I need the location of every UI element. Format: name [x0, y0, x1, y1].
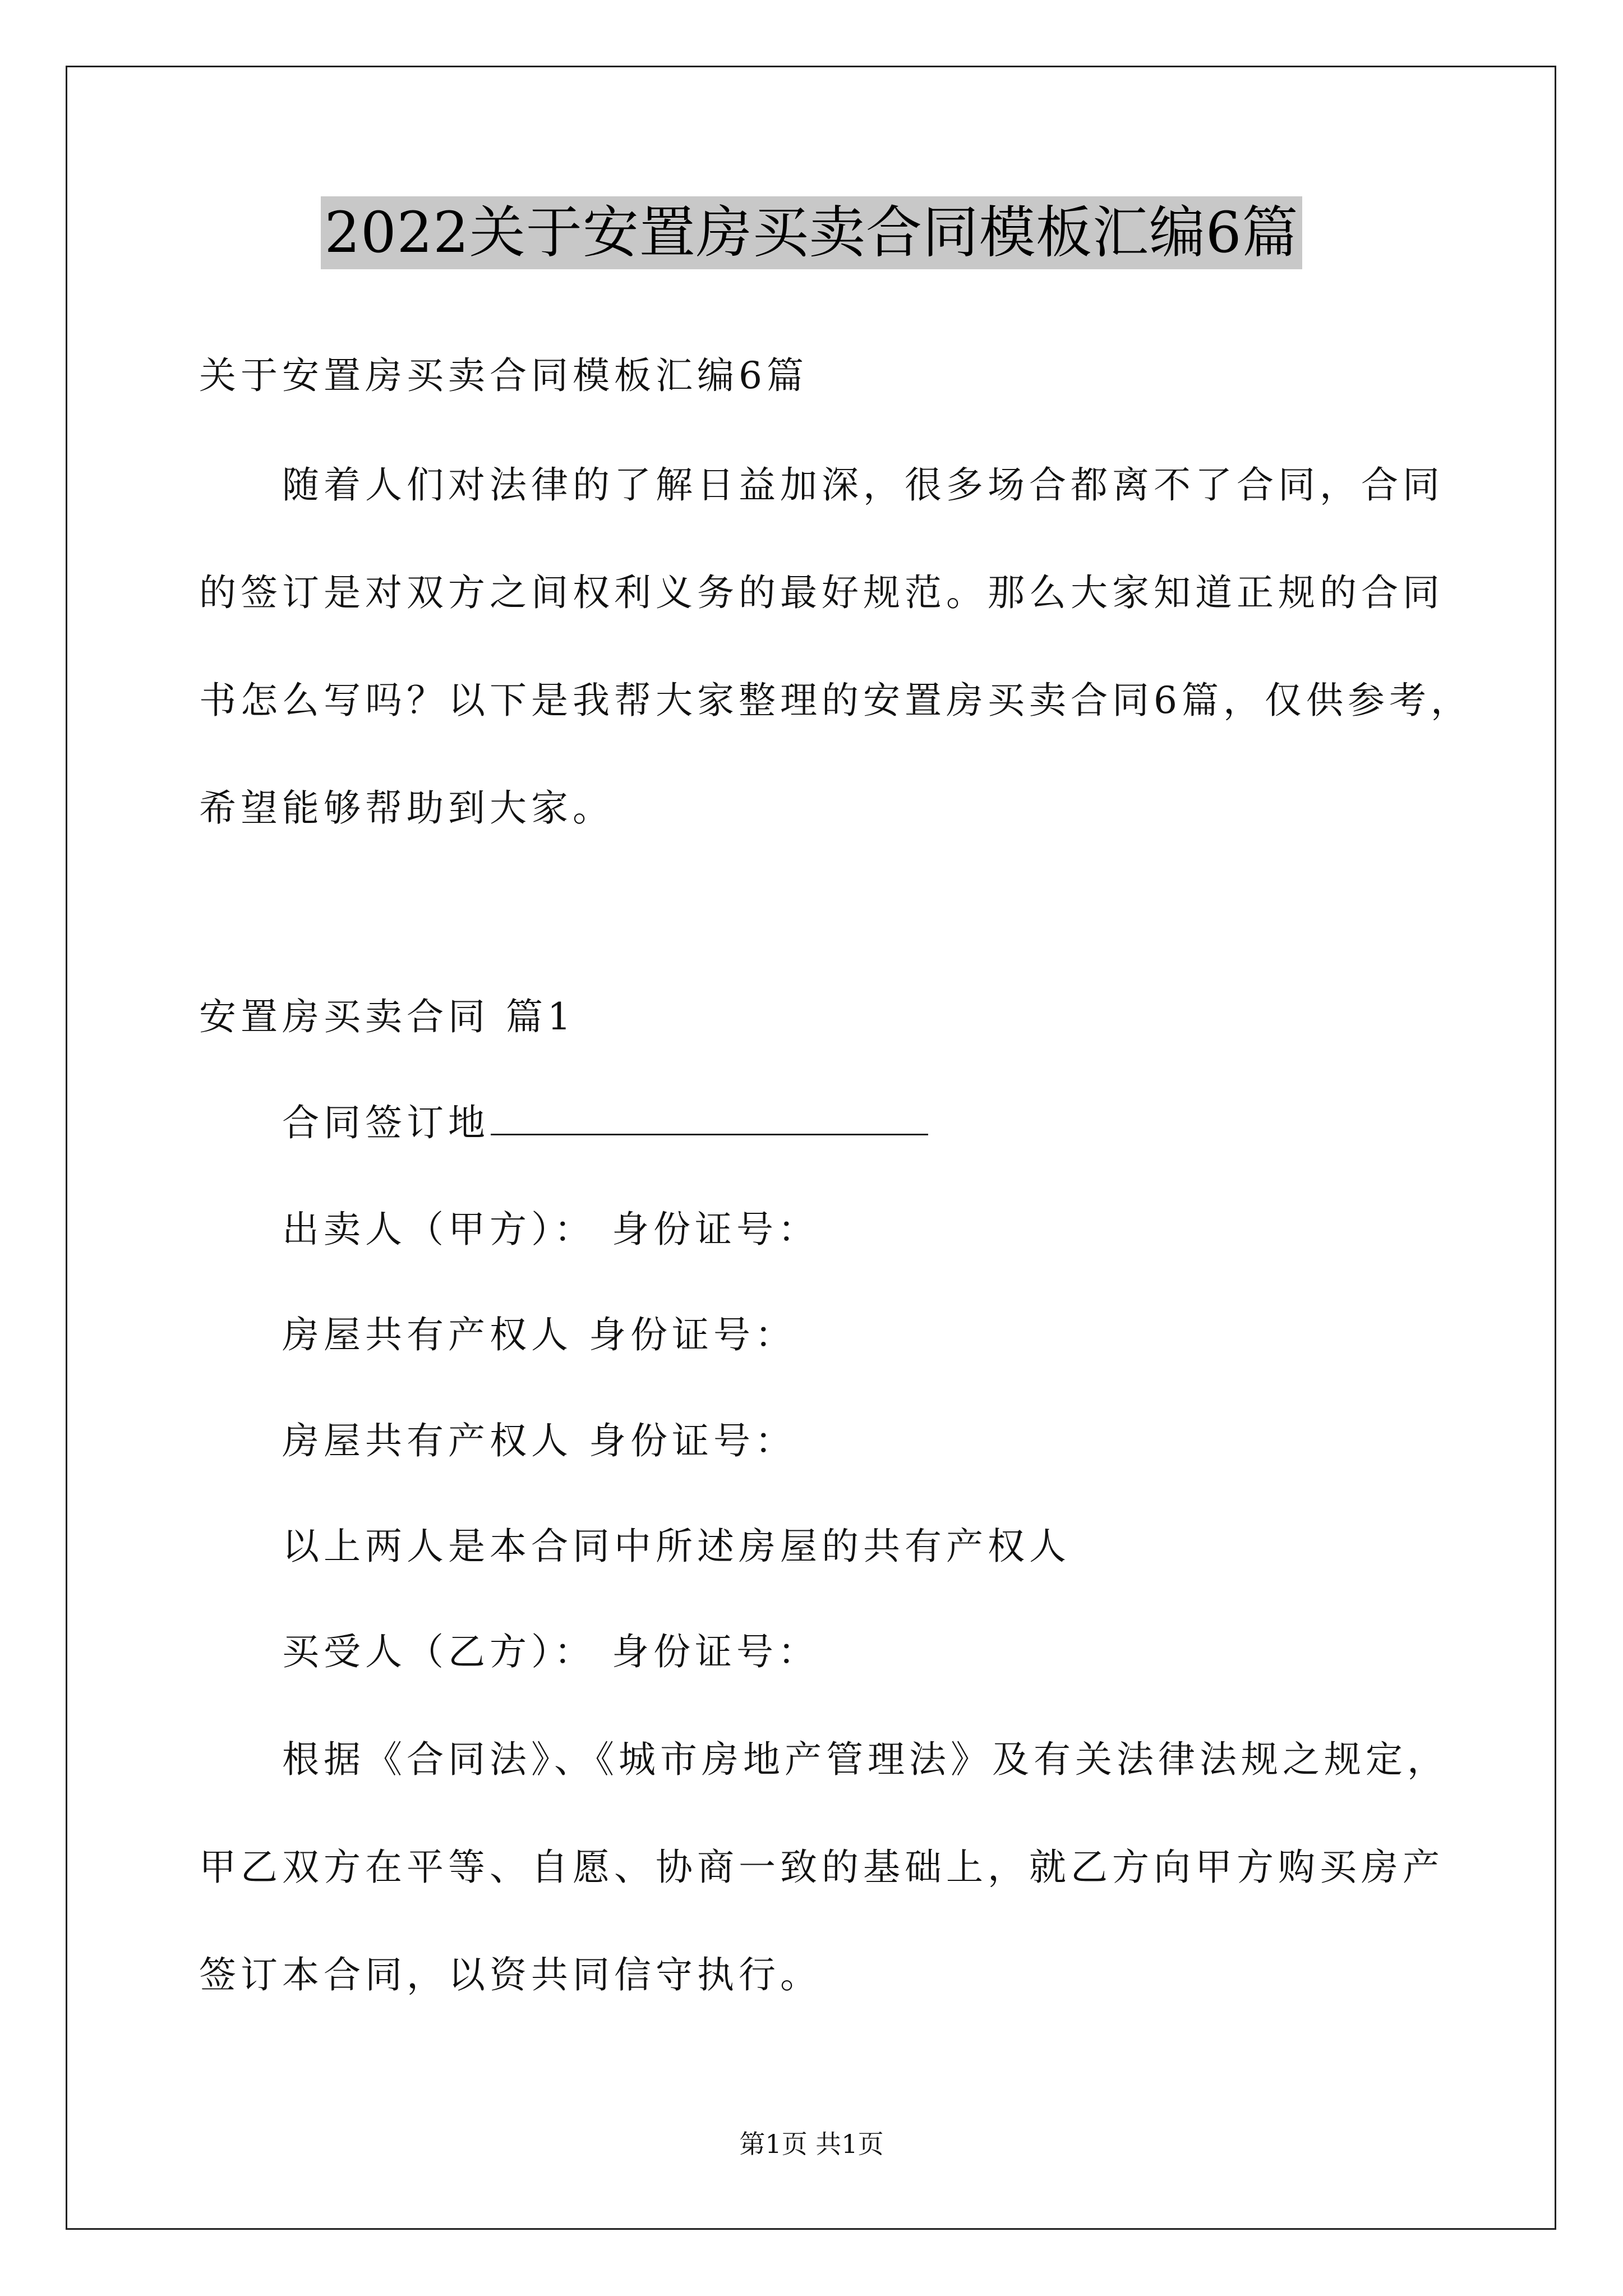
co-owner-field: 房屋共有产权人 身份证号： — [282, 1419, 796, 1462]
contract-place-blank — [491, 1097, 928, 1135]
intro-line: 随着人们对法律的了解日益加深，很多场合都离不了合同，合同 — [282, 463, 1444, 507]
intro-line: 的签订是对双方之间权利义务的最好规范。那么大家知道正规的合同 — [199, 571, 1444, 614]
body-line: 甲乙双方在平等、自愿、协商一致的基础上，就乙方向甲方购买房产 — [199, 1846, 1444, 1889]
page-footer: 第1页 共1页 — [739, 2129, 884, 2159]
contract-place-label: 合同签订地 — [282, 1101, 490, 1144]
document-title — [0, 196, 1623, 269]
section-heading: 安置房买卖合同 篇1 — [199, 995, 575, 1038]
intro-line: 希望能够帮助到大家。 — [199, 786, 614, 830]
document-title-text: 2022关于安置房买卖合同模板汇编6篇 — [321, 196, 1302, 269]
co-owner-note: 以上两人是本合同中所述房屋的共有产权人 — [282, 1525, 1071, 1568]
document-subtitle: 关于安置房买卖合同模板汇编6篇 — [199, 354, 808, 397]
intro-line: 书怎么写吗？以下是我帮大家整理的安置房买卖合同6篇，仅供参考， — [199, 679, 1472, 722]
body-line: 签订本合同，以资共同信守执行。 — [199, 1953, 822, 1996]
seller-field: 出卖人（甲方）： 身份证号： — [282, 1208, 819, 1251]
buyer-field: 买受人（乙方）： 身份证号： — [282, 1630, 819, 1673]
body-line: 根据《合同法》、《城市房地产管理法》及有关法律法规之规定， — [282, 1738, 1449, 1781]
co-owner-field: 房屋共有产权人 身份证号： — [282, 1313, 796, 1356]
contract-place-row — [282, 1097, 928, 1147]
